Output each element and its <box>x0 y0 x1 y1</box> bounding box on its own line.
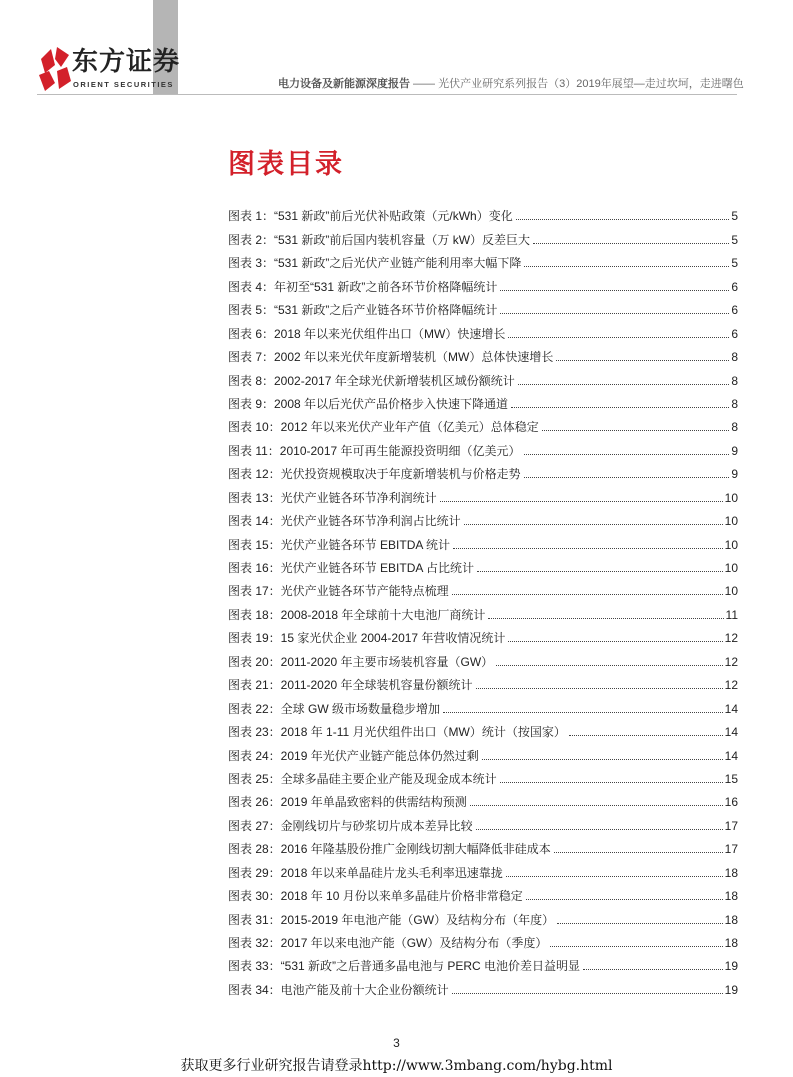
toc-entry[interactable] <box>228 271 738 294</box>
toc-entry-label: 图表 9：2008 年以后光伏产品价格步入快速下降通道 <box>228 396 509 411</box>
logo-text-en: ORIENT SECURITIES <box>73 80 174 89</box>
toc-entry-label: 图表 17：光伏产业链各环节产能特点梳理 <box>228 584 449 599</box>
toc-entry-page: 8 <box>731 396 738 411</box>
dot-leader <box>496 665 722 666</box>
page-title: 图表目录 <box>228 149 344 179</box>
toc-entry-page: 19 <box>724 982 738 997</box>
dot-leader <box>511 407 729 408</box>
header-divider <box>37 94 737 95</box>
toc-entry-page: 18 <box>724 936 738 950</box>
toc-entry[interactable] <box>228 904 738 927</box>
toc-entry-page: 14 <box>724 725 738 740</box>
toc-entry[interactable] <box>228 740 738 763</box>
toc-entry-label: 图表 16：光伏产业链各环节 EBITDA 占比统计 <box>228 561 475 575</box>
toc-entry-label: 图表 32：2017 年以来电池产能（GW）及结构分布（季度） <box>228 936 548 950</box>
toc-entry-page: 10 <box>724 490 738 505</box>
dot-leader <box>556 360 729 361</box>
toc-entry[interactable] <box>228 974 738 997</box>
toc-entry[interactable] <box>228 389 738 412</box>
toc-entry[interactable] <box>228 717 738 740</box>
toc-entry-page: 10 <box>724 561 738 575</box>
toc-entry[interactable] <box>228 201 738 224</box>
toc-entry-page: 17 <box>724 818 738 833</box>
report-header-bold: 电力设备及新能源深度报告 <box>278 78 410 90</box>
dot-leader <box>554 852 723 853</box>
table-of-figures <box>228 201 738 998</box>
toc-entry-page: 10 <box>724 584 738 599</box>
toc-entry-page: 19 <box>724 959 738 974</box>
toc-entry-label: 图表 21：2011-2020 年全球装机容量份额统计 <box>228 678 473 693</box>
toc-entry[interactable] <box>228 810 738 833</box>
orient-securities-logo-icon <box>37 45 71 93</box>
toc-entry[interactable] <box>228 928 738 951</box>
toc-entry-page: 18 <box>724 912 738 927</box>
toc-entry-label: 图表 4：年初至“531 新政”之前各环节价格降幅统计 <box>228 279 498 294</box>
toc-entry[interactable] <box>228 224 738 247</box>
toc-entry-page: 11 <box>725 607 738 622</box>
toc-entry[interactable] <box>228 553 738 576</box>
toc-entry-page: 6 <box>731 279 738 294</box>
toc-entry-label: 图表 19：15 家光伏企业 2004-2017 年营收情况统计 <box>228 631 506 646</box>
toc-entry-page: 9 <box>731 443 738 458</box>
dot-leader <box>526 899 723 900</box>
toc-entry[interactable] <box>228 951 738 974</box>
dot-leader <box>542 430 730 431</box>
dot-leader <box>569 735 723 736</box>
toc-entry-page: 5 <box>731 209 738 224</box>
toc-entry-label: 图表 7：2002 年以来光伏年度新增装机（MW）总体快速增长 <box>228 350 554 365</box>
toc-entry[interactable] <box>228 623 738 646</box>
toc-entry[interactable] <box>228 248 738 271</box>
toc-entry-page: 8 <box>731 420 738 435</box>
toc-entry-page: 12 <box>724 631 738 646</box>
toc-entry-page: 17 <box>724 842 738 857</box>
toc-entry[interactable] <box>228 529 738 552</box>
report-header <box>278 78 744 91</box>
toc-entry-label: 图表 18：2008-2018 年全球前十大电池厂商统计 <box>228 607 486 622</box>
toc-entry-label: 图表 11：2010-2017 年可再生能源投资明细（亿美元） <box>228 443 521 458</box>
toc-entry[interactable] <box>228 599 738 622</box>
toc-entry[interactable] <box>228 881 738 904</box>
dot-leader <box>518 384 730 385</box>
toc-entry[interactable] <box>228 764 738 787</box>
dot-leader <box>533 243 729 244</box>
toc-entry-label: 图表 33：“531 新政”之后普通多晶电池与 PERC 电池价差日益明显 <box>228 959 581 974</box>
toc-entry-page: 10 <box>724 537 738 552</box>
toc-entry[interactable] <box>228 693 738 716</box>
toc-entry-label: 图表 20：2011-2020 年主要市场装机容量（GW） <box>228 654 494 669</box>
toc-entry-label: 图表 14：光伏产业链各环节净利润占比统计 <box>228 514 461 529</box>
toc-entry[interactable] <box>228 834 738 857</box>
dot-leader <box>476 829 723 830</box>
dot-leader <box>500 290 729 291</box>
dot-leader <box>508 641 722 642</box>
toc-entry-label: 图表 15：光伏产业链各环节 EBITDA 统计 <box>228 537 451 552</box>
dot-leader <box>524 454 730 455</box>
toc-entry-page: 8 <box>731 350 738 365</box>
dot-leader <box>500 782 723 783</box>
toc-entry-label: 图表 26：2019 年单晶致密料的供需结构预测 <box>228 795 467 810</box>
toc-entry[interactable] <box>228 646 738 669</box>
toc-entry-label: 图表 8：2002-2017 年全球光伏新增装机区域份额统计 <box>228 373 515 388</box>
toc-entry[interactable] <box>228 670 738 693</box>
toc-entry-page: 10 <box>724 514 738 529</box>
toc-entry-label: 图表 31：2015-2019 年电池产能（GW）及结构分布（年度） <box>228 912 555 927</box>
toc-entry-label: 图表 34：电池产能及前十大企业份额统计 <box>228 982 449 997</box>
toc-entry-page: 6 <box>731 326 738 341</box>
toc-entry[interactable] <box>228 318 738 341</box>
toc-entry-label: 图表 30：2018 年 10 月份以来单多晶硅片价格非常稳定 <box>228 889 523 904</box>
toc-entry-page: 16 <box>724 795 738 810</box>
toc-entry[interactable] <box>228 576 738 599</box>
toc-entry[interactable] <box>228 412 738 435</box>
logo-text-cn: 东方证券 <box>72 46 181 76</box>
toc-entry-page: 8 <box>731 373 738 388</box>
dot-leader <box>508 337 729 338</box>
toc-entry[interactable] <box>228 482 738 505</box>
toc-entry-label: 图表 6：2018 年以来光伏组件出口（MW）快速增长 <box>228 326 506 341</box>
toc-entry-page: 14 <box>724 748 738 763</box>
dot-leader <box>452 993 723 994</box>
toc-entry[interactable] <box>228 342 738 365</box>
toc-entry-page: 5 <box>731 256 738 271</box>
dot-leader <box>477 571 723 572</box>
toc-entry-label: 图表 1：“531 新政”前后光伏补贴政策（元/kWh）变化 <box>228 209 513 224</box>
toc-entry-label: 图表 3：“531 新政”之后光伏产业链产能利用率大幅下降 <box>228 256 522 271</box>
toc-entry[interactable] <box>228 435 738 458</box>
dot-leader <box>557 923 723 924</box>
dot-leader <box>500 313 729 314</box>
toc-entry[interactable] <box>228 459 738 482</box>
dot-leader <box>482 759 723 760</box>
toc-entry-label: 图表 2：“531 新政”前后国内装机容量（万 kW）反差巨大 <box>228 232 531 247</box>
dot-leader <box>516 219 730 220</box>
toc-entry-label: 图表 12：光伏投资规模取决于年度新增装机与价格走势 <box>228 467 521 482</box>
toc-entry-label: 图表 28：2016 年隆基股份推广金刚线切割大幅降低非硅成本 <box>228 842 551 857</box>
dot-leader <box>583 969 723 970</box>
toc-entry-page: 9 <box>731 467 738 482</box>
dot-leader <box>453 548 723 549</box>
toc-entry-page: 15 <box>724 771 738 786</box>
toc-entry-page: 18 <box>724 865 738 880</box>
toc-entry[interactable] <box>228 365 738 388</box>
dot-leader <box>550 946 722 947</box>
toc-entry-label: 图表 5：“531 新政”之后产业链各环节价格降幅统计 <box>228 303 498 318</box>
toc-entry-page: 12 <box>724 678 738 693</box>
toc-entry-label: 图表 24：2019 年光伏产业链产能总体仍然过剩 <box>228 748 479 763</box>
footer-link[interactable]: 获取更多行业研究报告请登录http://www.3mbang.com/hybg.html <box>180 1058 613 1074</box>
dot-leader <box>524 477 730 478</box>
dot-leader <box>443 712 723 713</box>
toc-entry-label: 图表 29：2018 年以来单晶硅片龙头毛利率迅速靠拢 <box>228 865 503 880</box>
dot-leader <box>524 266 729 267</box>
toc-entry[interactable] <box>228 787 738 810</box>
toc-entry[interactable] <box>228 506 738 529</box>
dot-leader <box>464 524 723 525</box>
toc-entry[interactable] <box>228 857 738 880</box>
toc-entry-page: 12 <box>724 654 738 669</box>
toc-entry-label: 图表 23：2018 年 1-11 月光伏组件出口（MW）统计（按国家） <box>228 725 566 740</box>
toc-entry-label: 图表 13：光伏产业链各环节净利润统计 <box>228 490 437 505</box>
toc-entry-label: 图表 27：金刚线切片与砂浆切片成本差异比较 <box>228 818 473 833</box>
dot-leader <box>440 501 723 502</box>
toc-entry[interactable] <box>228 295 738 318</box>
toc-entry-label: 图表 10：2012 年以来光伏产业年产值（亿美元）总体稳定 <box>228 420 539 435</box>
dot-leader <box>476 688 723 689</box>
toc-entry-page: 6 <box>731 303 738 318</box>
toc-entry-label: 图表 25：全球多晶硅主要企业产能及现金成本统计 <box>228 771 497 786</box>
dot-leader <box>470 805 723 806</box>
dot-leader <box>488 618 723 619</box>
dot-leader <box>506 876 723 877</box>
toc-entry-page: 5 <box>731 232 738 247</box>
report-header-subtitle: —— 光伏产业研究系列报告（3）2019年展望—走过坎坷，走进曙色 <box>410 78 744 90</box>
toc-entry-page: 18 <box>724 889 738 904</box>
toc-entry-page: 14 <box>724 701 738 716</box>
page-number: 3 <box>393 1036 400 1050</box>
dot-leader <box>452 594 723 595</box>
toc-entry-label: 图表 22：全球 GW 级市场数量稳步增加 <box>228 701 441 716</box>
